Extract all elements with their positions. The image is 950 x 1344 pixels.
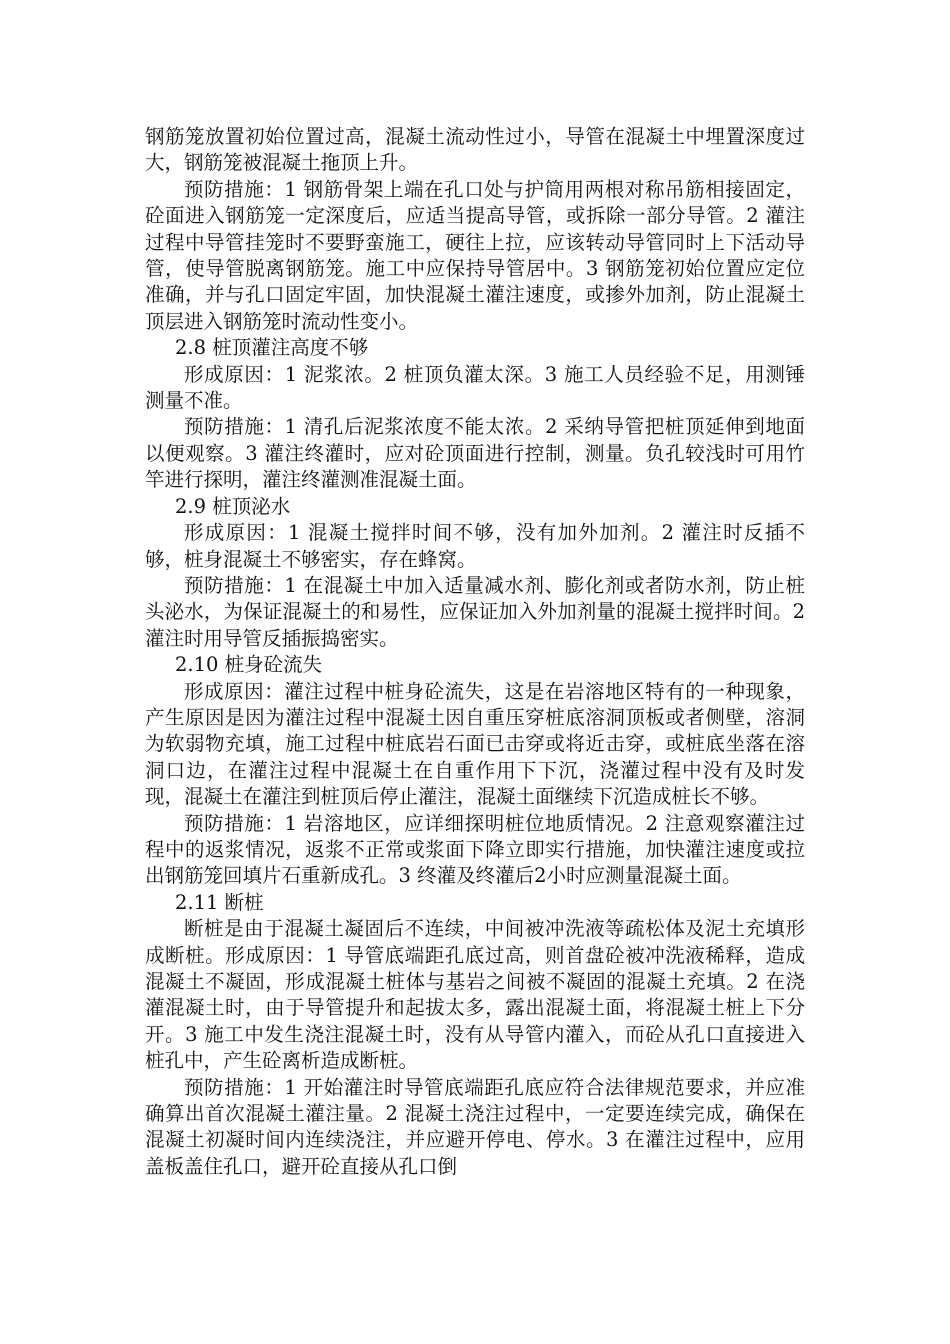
paragraph-cause: 形成原因：灌注过程中桩身砼流失，这是在岩溶地区特有的一种现象，产生原因是因为灌注过程中混凝土因自重压穿桩底溶洞顶板或者侧壁，溶洞为软弱物充填，施工过程中桩底岩石面已击穿或将近击穿，或桩底坐落在溶洞口边，在灌注过程中混凝土在自重作用下下沉，浇灌过程中没有及时发现，混凝土在灌注到桩顶后停止灌注，混凝土面继续下沉造成桩长不够。 [145, 679, 805, 809]
paragraph-cause: 形成原因：1 混凝土搅拌时间不够，没有加外加剂。2 灌注时反插不够，桩身混凝土不够密实，存在蜂窝。 [145, 521, 805, 571]
paragraph-continuation: 钢筋笼放置初始位置过高，混凝土流动性过小，导管在混凝土中埋置深度过大，钢筋笼被混凝土拖顶上升。 [145, 125, 805, 175]
section-heading-2-11: 2.11 断桩 [175, 890, 264, 914]
paragraph-prevention: 预防措施：1 清孔后泥浆浓度不能太浓。2 采纳导管把桩顶延伸到地面以便观察。3 灌注终灌时，应对砼顶面进行控制，测量。负孔较浅时可用竹竿进行探明，灌注终灌测准混凝土面。 [145, 415, 805, 492]
section-heading-2-10: 2.10 桩身砼流失 [175, 653, 323, 677]
section-heading-2-9: 2.9 桩顶泌水 [175, 494, 291, 518]
section-heading-2-8: 2.8 桩顶灌注高度不够 [175, 336, 369, 360]
document-page [145, 124, 805, 1180]
paragraph-cause: 形成原因：1 泥浆浓。2 桩顶负灌太深。3 施工人员经验不足，用测锤测量不准。 [145, 362, 805, 413]
paragraph-prevention: 预防措施：1 岩溶地区，应详细探明桩位地质情况。2 注意观察灌注过程中的返浆情况，返浆不正常或浆面下降立即实行措施，加快灌注速度或拉出钢筋笼回填片石重新成孔。3 终灌及终灌后2小时应测量混凝土面。 [145, 811, 805, 888]
paragraph-prevention: 预防措施：1 开始灌注时导管底端距孔底应符合法律规范要求，并应准确算出首次混凝土灌注量。2 混凝土浇注过程中，一定要连续完成，确保在混凝土初凝时间内连续浇注，并应避开停电、停水。3 在灌注过程中，应用盖板盖住孔口，避开砼直接从孔口倒 [145, 1075, 805, 1178]
paragraph-prevention: 预防措施：1 在混凝土中加入适量减水剂、膨化剂或者防水剂，防止桩头泌水，为保证混凝土的和易性，应保证加入外加剂量的混凝土搅拌时间。2 灌注时用导管反插振捣密实。 [145, 573, 805, 650]
paragraph-cause: 断桩是由于混凝土凝固后不连续，中间被冲洗液等疏松体及泥土充填形成断桩。形成原因：1 导管底端距孔底过高，则首盘砼被冲洗液稀释，造成混凝土不凝固，形成混凝土桩体与基岩之间被不凝固的混凝土充填。2 在浇灌混凝土时，由于导管提升和起拔太多，露出混凝土面，将混凝土桩上下分开。3 施工中发生浇注混凝土时，没有从导管内灌入，而砼从孔口直接进入桩孔中，产生砼离析造成断桩。 [145, 917, 805, 1073]
paragraph-prevention: 预防措施：1 钢筋骨架上端在孔口处与护筒用两根对称吊筋相接固定，砼面进入钢筋笼一定深度后，应适当提高导管，或拆除一部分导管。2 灌注过程中导管挂笼时不要野蛮施工，硬往上拉，应该转动导管同时上下活动导管，使导管脱离钢筋笼。施工中应保持导管居中。3 钢筋笼初始位置应定位准确，并与孔口固定牢固，加快混凝土灌注速度，或掺外加剂，防止混凝土顶层进入钢筋笼时流动性变小。 [145, 177, 805, 333]
